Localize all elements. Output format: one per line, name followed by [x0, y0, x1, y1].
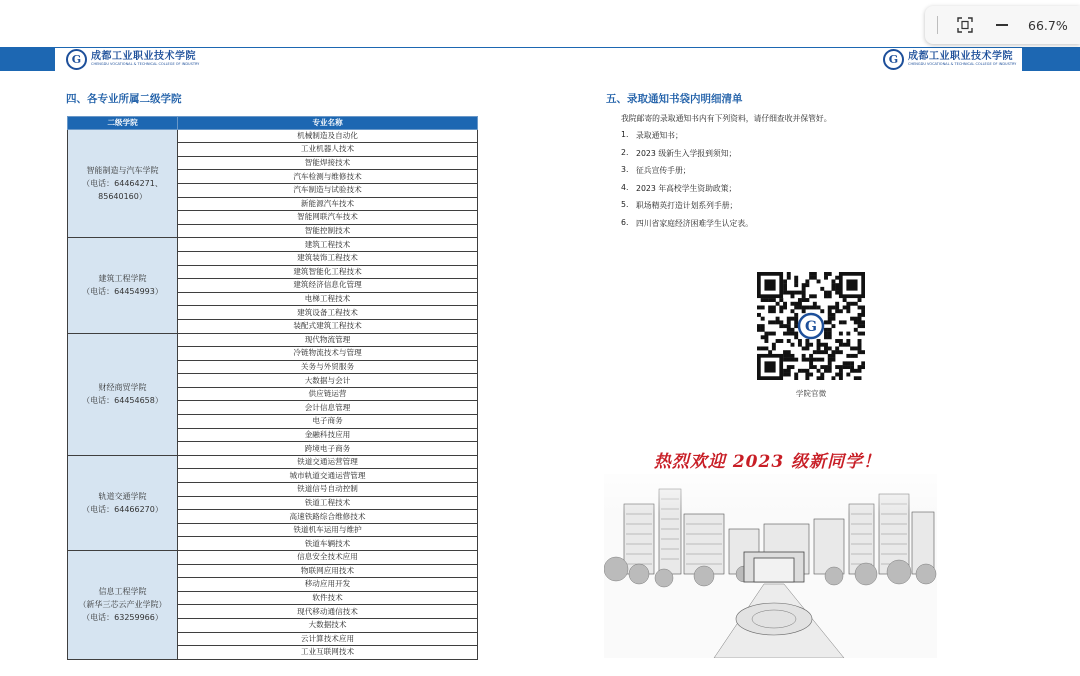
major-cell: 金融科技应用 — [178, 428, 478, 442]
logo-name-cn: 成都工业职业技术学院 — [91, 51, 196, 62]
major-cell: 建筑装饰工程技术 — [178, 251, 478, 265]
major-cell: 电梯工程技术 — [178, 292, 478, 306]
major-table — [67, 116, 478, 660]
major-cell: 关务与外贸服务 — [178, 360, 478, 374]
major-cell: 智能网联汽车技术 — [178, 211, 478, 225]
list-item-text: 四川省家庭经济困难学生认定表。 — [636, 218, 753, 228]
major-cell: 智能焊接技术 — [178, 156, 478, 170]
major-cell: 建筑设备工程技术 — [178, 306, 478, 320]
major-cell: 铁道工程技术 — [178, 496, 478, 510]
list-item-text: 征兵宣传手册； — [636, 166, 691, 176]
table-header-row — [68, 117, 478, 130]
section-title-colleges: 四、各专业所属二级学院 — [66, 93, 182, 105]
list-item — [621, 200, 753, 218]
table-row — [68, 238, 478, 252]
college-emblem-icon: G — [66, 49, 87, 70]
list-item — [621, 148, 753, 166]
welcome-slogan: 热烈欢迎 2023 级新同学！ — [653, 452, 882, 472]
college-cell: 建筑工程学院 （电话：64454993） — [68, 238, 178, 333]
table-header-college: 二级学院 — [68, 117, 178, 130]
checklist — [621, 130, 753, 236]
major-cell: 软件技术 — [178, 591, 478, 605]
major-cell: 供应链运营 — [178, 387, 478, 401]
list-item-number: 3. — [621, 165, 629, 175]
campus-sketch-image — [604, 474, 937, 658]
major-cell: 大数据与会计 — [178, 374, 478, 388]
major-cell: 汽车检测与维修技术 — [178, 170, 478, 184]
header-accent-bar — [0, 47, 55, 71]
list-item — [621, 130, 753, 148]
college-cell: 财经商贸学院 （电话：64454658） — [68, 333, 178, 455]
major-cell: 机械制造及自动化 — [178, 129, 478, 143]
zoom-level[interactable]: 66.7% — [1028, 17, 1068, 33]
major-cell: 新能源汽车技术 — [178, 197, 478, 211]
list-item-number: 1. — [621, 130, 629, 139]
list-item-number: 2. — [621, 147, 629, 157]
list-item — [621, 165, 753, 183]
major-cell: 跨境电子商务 — [178, 442, 478, 456]
major-cell: 智能控制技术 — [178, 224, 478, 238]
toolbar-divider — [937, 16, 938, 34]
section-title-checklist: 五、录取通知书袋内明细清单 — [606, 93, 743, 105]
major-cell: 铁道信号自动控制 — [178, 483, 478, 497]
list-item-number: 6. — [621, 217, 629, 227]
major-cell: 铁道车辆技术 — [178, 537, 478, 551]
list-item — [621, 218, 753, 236]
major-cell: 现代移动通信技术 — [178, 605, 478, 619]
fit-page-button[interactable] — [952, 12, 978, 38]
logo-name-cn: 成都工业职业技术学院 — [908, 51, 1013, 62]
major-cell: 冷链物流技术与管理 — [178, 347, 478, 361]
svg-text:G: G — [805, 319, 817, 335]
list-item-text: 2023 年高校学生资助政策； — [636, 183, 737, 193]
college-cell: 信息工程学院 （新华三芯云产业学院） （电话：63259966） — [68, 551, 178, 660]
header-accent-bar — [1022, 47, 1080, 71]
qr-code — [757, 272, 865, 384]
major-cell: 信息安全技术应用 — [178, 551, 478, 565]
table-row — [68, 551, 478, 565]
table-row — [68, 129, 478, 143]
table-row — [68, 333, 478, 347]
major-cell: 汽车制造与试验技术 — [178, 183, 478, 197]
checklist-intro: 我院邮寄的录取通知书内有下列资料，请仔细查收并保管好。 — [621, 114, 832, 123]
logo-name-en: CHENGDU VOCATIONAL & TECHNICAL COLLEGE OF INDUSTRY — [91, 62, 200, 66]
qr-caption: 学院官微 — [795, 389, 827, 398]
table-header-major: 专业名称 — [178, 117, 478, 130]
major-cell: 铁道机车运用与维护 — [178, 523, 478, 537]
major-cell: 工业机器人技术 — [178, 143, 478, 157]
college-cell: 轨道交通学院 （电话：64466270） — [68, 455, 178, 550]
viewer-toolbar — [925, 6, 1080, 44]
list-item-text: 职场精英打造计划系列手册； — [636, 201, 738, 211]
list-item-text: 录取通知书； — [636, 131, 683, 140]
major-cell: 铁道交通运营管理 — [178, 455, 478, 469]
major-cell: 会计信息管理 — [178, 401, 478, 415]
major-cell: 建筑经济信息化管理 — [178, 279, 478, 293]
major-cell: 电子商务 — [178, 415, 478, 429]
major-cell: 大数据技术 — [178, 618, 478, 632]
major-cell: 现代物流管理 — [178, 333, 478, 347]
major-cell: 建筑工程技术 — [178, 238, 478, 252]
list-item-number: 5. — [621, 200, 629, 210]
major-cell: 工业互联网技术 — [178, 646, 478, 660]
major-cell: 移动应用开发 — [178, 578, 478, 592]
major-cell: 云计算技术应用 — [178, 632, 478, 646]
college-emblem-icon: G — [883, 49, 904, 70]
zoom-out-button[interactable] — [992, 12, 1012, 38]
list-item — [621, 183, 753, 201]
list-item-text: 2023 级新生入学报到须知； — [636, 148, 737, 158]
minus-icon — [995, 18, 1009, 32]
college-logo — [66, 48, 199, 70]
fit-page-icon — [957, 17, 973, 33]
major-cell: 城市轨道交通运营管理 — [178, 469, 478, 483]
major-cell: 建筑智能化工程技术 — [178, 265, 478, 279]
college-logo — [883, 48, 1016, 70]
table-row — [68, 455, 478, 469]
logo-name-en: CHENGDU VOCATIONAL & TECHNICAL COLLEGE OF INDUSTRY — [908, 62, 1017, 66]
college-cell: 智能制造与汽车学院 （电话：64464271、 85640160） — [68, 129, 178, 238]
major-cell: 装配式建筑工程技术 — [178, 319, 478, 333]
major-cell: 物联网应用技术 — [178, 564, 478, 578]
major-cell: 高速铁路综合维修技术 — [178, 510, 478, 524]
list-item-number: 4. — [621, 182, 629, 192]
